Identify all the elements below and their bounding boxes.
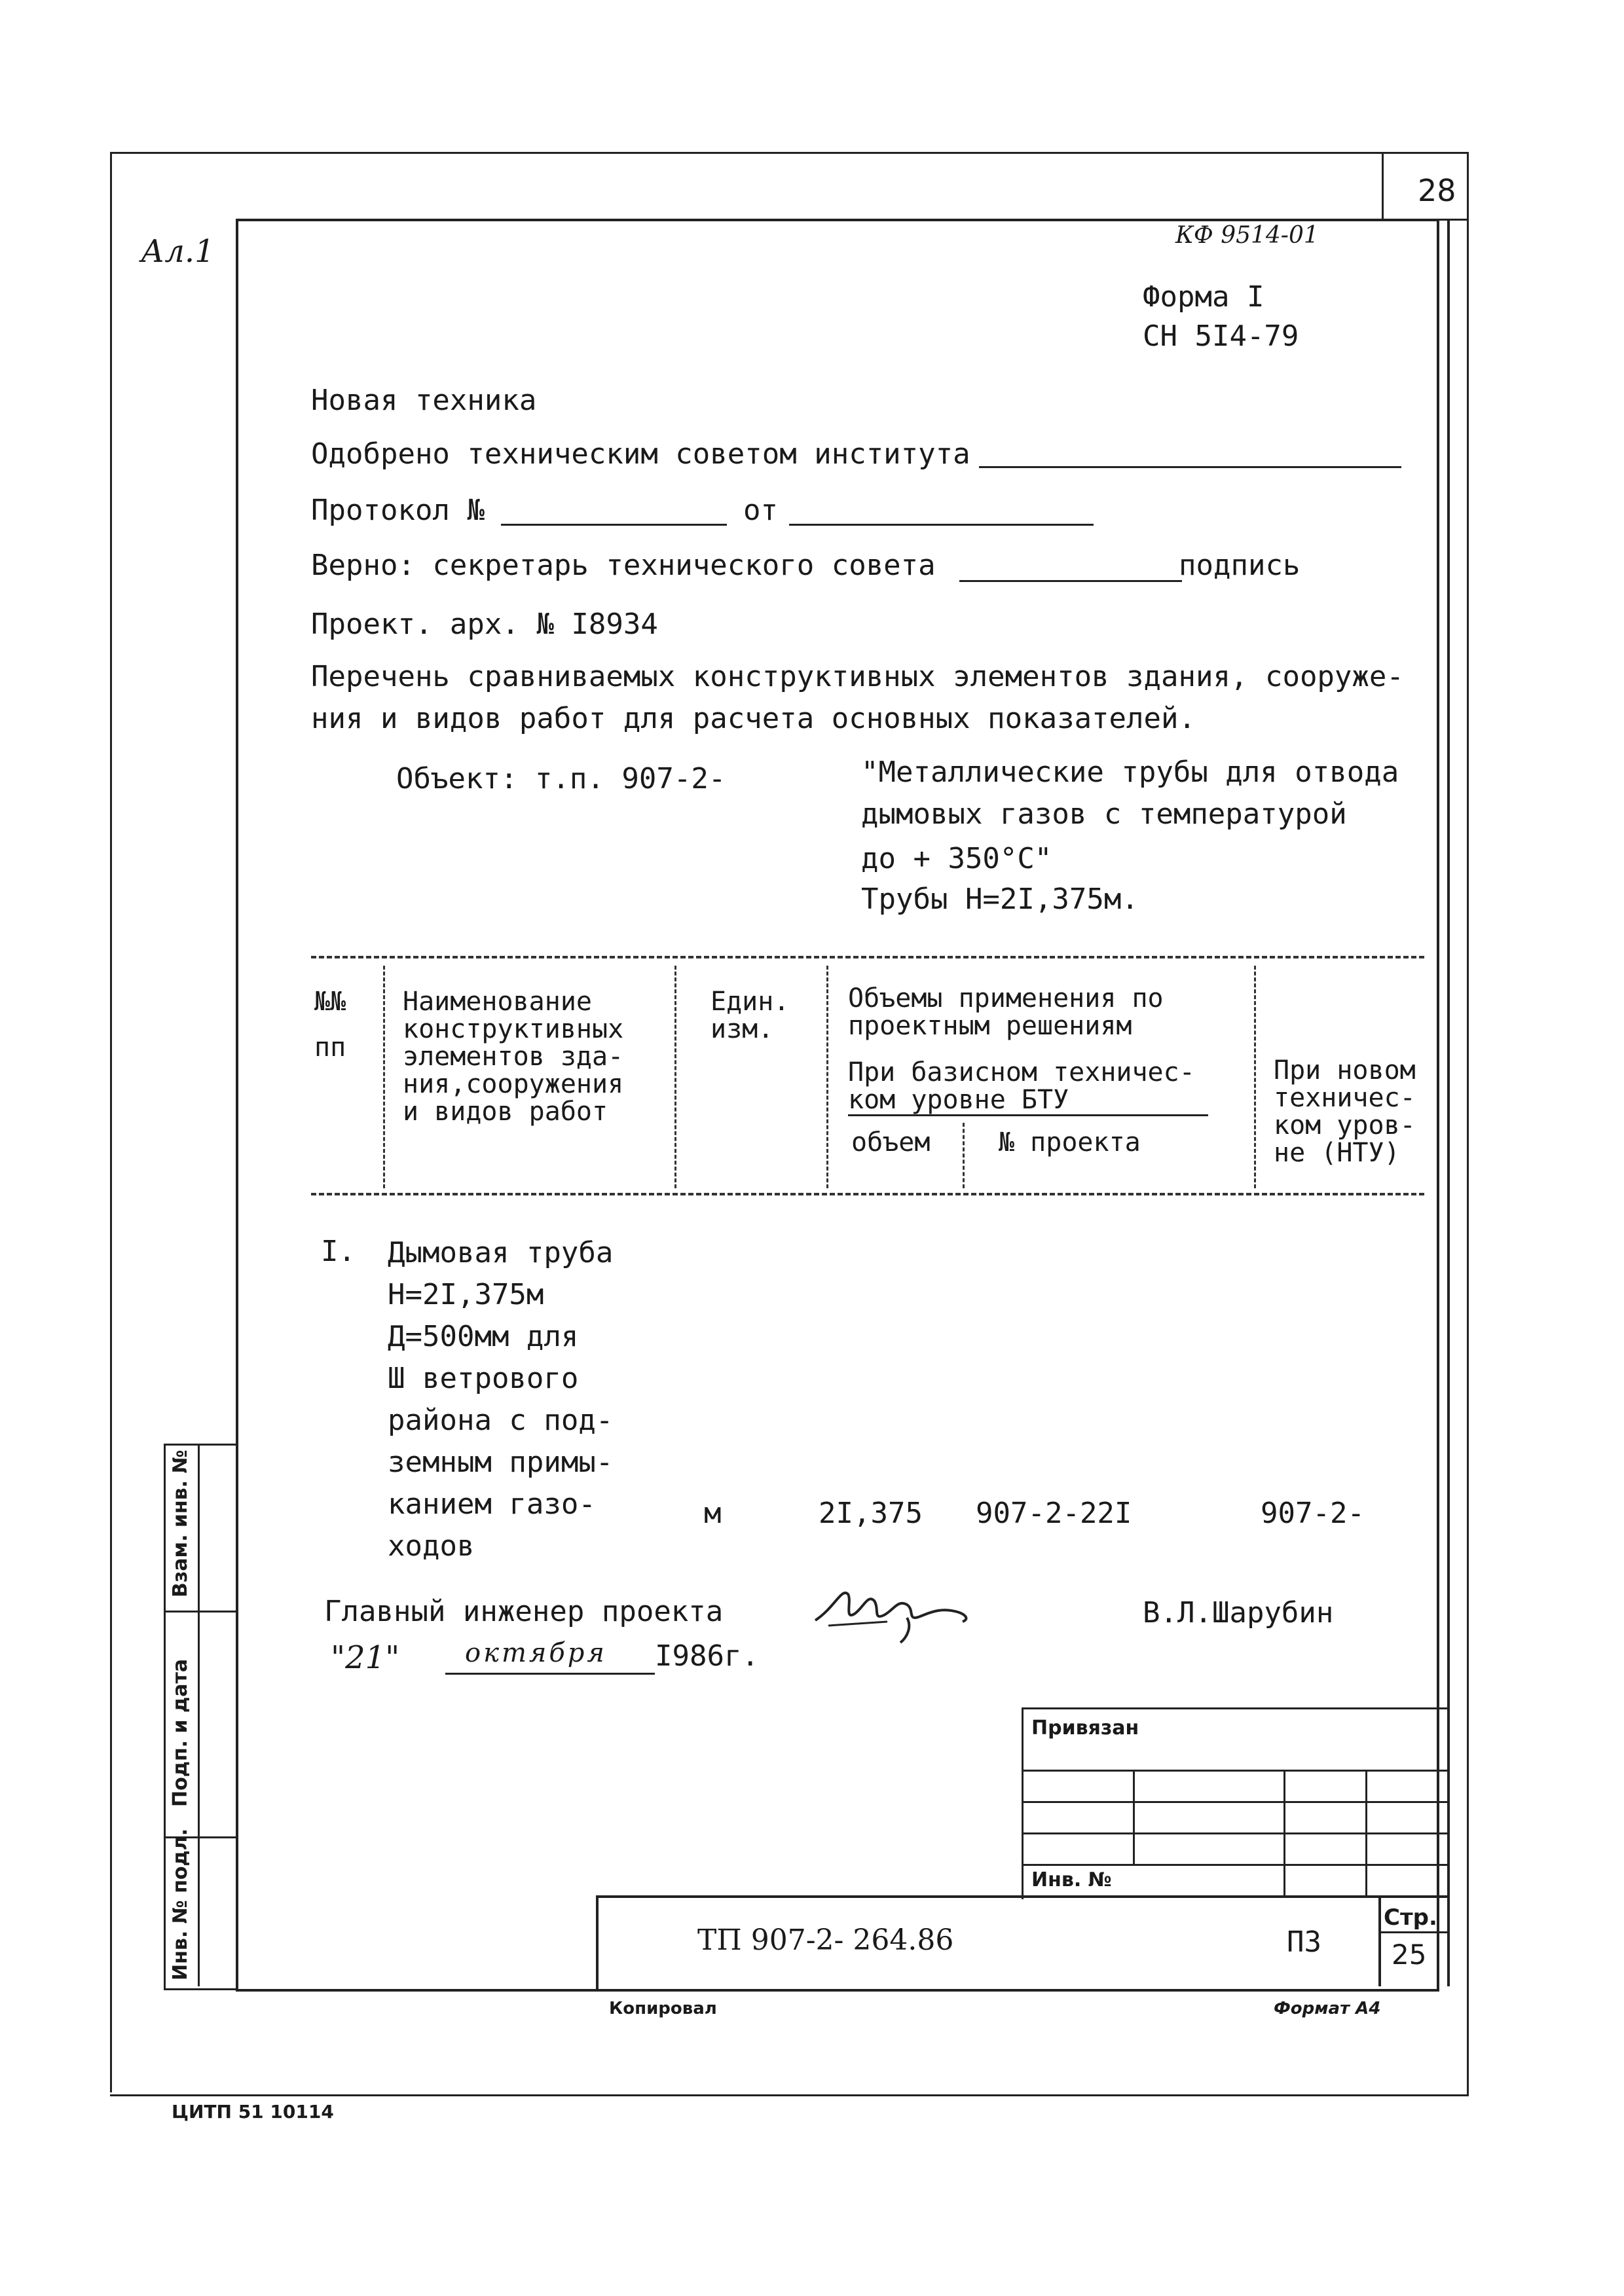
col-num-1: №№ xyxy=(314,987,346,1017)
list-title-line1: Перечень сравниваемых конструктивных элементов здания, сооруже- xyxy=(311,660,1404,693)
side-mark: Ал.1 xyxy=(141,233,215,270)
side-label-inv-orig: Инв. № подл. xyxy=(169,1828,192,1980)
side-label-inv-replace: Взам. инв. № xyxy=(169,1449,192,1597)
side-label-sign-date: Подп. и дата xyxy=(169,1658,192,1807)
copied-label: Копировал xyxy=(609,1999,717,2018)
bound-row-4 xyxy=(1022,1864,1447,1866)
title-block-page-sep xyxy=(1378,1895,1381,1986)
table-vsep-5 xyxy=(963,1123,965,1188)
project-arch: Проект. арх. № I8934 xyxy=(311,608,658,641)
col-name-4: ния,сооружения xyxy=(403,1069,624,1099)
doc-code: КФ 9514-01 xyxy=(1175,222,1319,249)
sign-date-year: I986г. xyxy=(655,1639,759,1673)
col-name-1: Наименование xyxy=(403,987,592,1017)
new-tech: Новая техника xyxy=(311,384,537,417)
side-stamp-inner-line xyxy=(198,1444,200,1986)
sign-date-day: "21" xyxy=(331,1639,400,1676)
protocol-date-underline xyxy=(789,524,1094,526)
row-num: I. xyxy=(321,1235,356,1268)
row-name-2: Н=2I,375м xyxy=(388,1278,544,1311)
signer-name: В.Л.Шарубин xyxy=(1143,1596,1334,1630)
inv-no-label: Инв. № xyxy=(1031,1868,1112,1891)
bound-label: Привязан xyxy=(1031,1717,1139,1740)
col-name-2: конструктивных xyxy=(403,1014,624,1044)
object-line2: дымовых газов с температурой xyxy=(861,797,1347,831)
col-unit-1: Един. xyxy=(710,987,790,1017)
col-basic-2: ком уровне БТУ xyxy=(848,1085,1069,1115)
col-new-2: техничес- xyxy=(1274,1083,1416,1113)
title-block-page-row xyxy=(1378,1931,1447,1933)
row-name-1: Дымовая труба xyxy=(388,1236,614,1269)
col-new-3: ком уров- xyxy=(1274,1110,1416,1140)
format-label: Формат А4 xyxy=(1274,1999,1381,2018)
bound-col-3 xyxy=(1365,1770,1367,1895)
signature-word: подпись xyxy=(1179,549,1301,582)
col-name-3: элементов зда- xyxy=(403,1042,624,1072)
object-line4: Трубы Н=2I,375м. xyxy=(861,883,1139,916)
object-line1: "Металлические трубы для отвода xyxy=(861,756,1399,789)
col-volumes-1: Объемы применения по xyxy=(848,983,1164,1013)
row-project: 907-2-22I xyxy=(976,1497,1132,1530)
protocol-label: Протокол № xyxy=(311,494,485,527)
side-stamp-sep-1 xyxy=(164,1611,236,1613)
signature-underline xyxy=(959,580,1182,582)
table-vsep-2 xyxy=(674,966,676,1188)
col-new-1: При новом xyxy=(1274,1055,1416,1085)
handwritten-signature xyxy=(809,1575,979,1647)
bound-row-2 xyxy=(1022,1801,1447,1803)
stamp-section: ПЗ xyxy=(1287,1925,1321,1959)
month-underline xyxy=(445,1673,655,1675)
protocol-from: от xyxy=(743,494,778,527)
stamp-code: ТП 907-2- 264.86 xyxy=(697,1923,954,1957)
correct-line: Верно: секретарь технического совета xyxy=(311,549,936,582)
table-top-rule xyxy=(311,956,1424,958)
col-num-2: пп xyxy=(314,1032,346,1063)
col-name-5: и видов работ xyxy=(403,1097,608,1127)
col-volume: объем xyxy=(851,1127,931,1157)
bound-col-2 xyxy=(1283,1770,1285,1895)
row-new: 907-2- xyxy=(1261,1497,1365,1530)
table-vsep-3 xyxy=(826,966,828,1188)
standard-label: СН 5I4-79 xyxy=(1143,319,1299,353)
page-number: 28 xyxy=(1418,173,1456,208)
table-bottom-rule xyxy=(311,1193,1424,1195)
row-volume: 2I,375 xyxy=(819,1497,923,1530)
bottom-code: ЦИТП 51 10114 xyxy=(172,2101,334,2123)
approved-underline xyxy=(979,466,1401,468)
sign-date-month: октября xyxy=(465,1638,607,1668)
col-unit-2: изм. xyxy=(710,1014,774,1044)
list-title-line2: ния и видов работ для расчета основных показателей. xyxy=(311,702,1196,735)
col-new-4: не (НТУ) xyxy=(1274,1138,1400,1168)
stamp-page-label: Стр. xyxy=(1384,1904,1437,1931)
row-name-6: земным примы- xyxy=(388,1446,614,1479)
col-volumes-2: проектным решениям xyxy=(848,1011,1132,1041)
bound-col-1 xyxy=(1133,1770,1135,1864)
chief-engineer-label: Главный инженер проекта xyxy=(324,1595,724,1628)
approved-line: Одобрено техническим советом института xyxy=(311,437,970,471)
row-name-5: района с под- xyxy=(388,1404,614,1437)
object-line3: до + 350°С" xyxy=(861,842,1052,875)
row-unit: м xyxy=(704,1497,722,1530)
object-label: Объект: т.п. 907-2- xyxy=(396,762,726,795)
row-name-4: Ш ветрового xyxy=(388,1362,579,1395)
table-vsep-1 xyxy=(383,966,385,1188)
bound-row-1 xyxy=(1022,1770,1447,1772)
stamp-page-value: 25 xyxy=(1392,1939,1427,1971)
col-project: № проекта xyxy=(999,1127,1141,1157)
outer-frame-left-edge xyxy=(110,152,112,2092)
table-vsep-4 xyxy=(1254,966,1256,1188)
form-label: Форма I xyxy=(1143,280,1264,314)
protocol-underline xyxy=(501,524,727,526)
bound-row-3 xyxy=(1022,1832,1447,1834)
row-name-7: канием газо- xyxy=(388,1487,596,1521)
row-name-3: Д=500мм для xyxy=(388,1320,579,1353)
col-basic-1: При базисном техничес- xyxy=(848,1057,1195,1087)
row-name-8: ходов xyxy=(388,1529,475,1563)
